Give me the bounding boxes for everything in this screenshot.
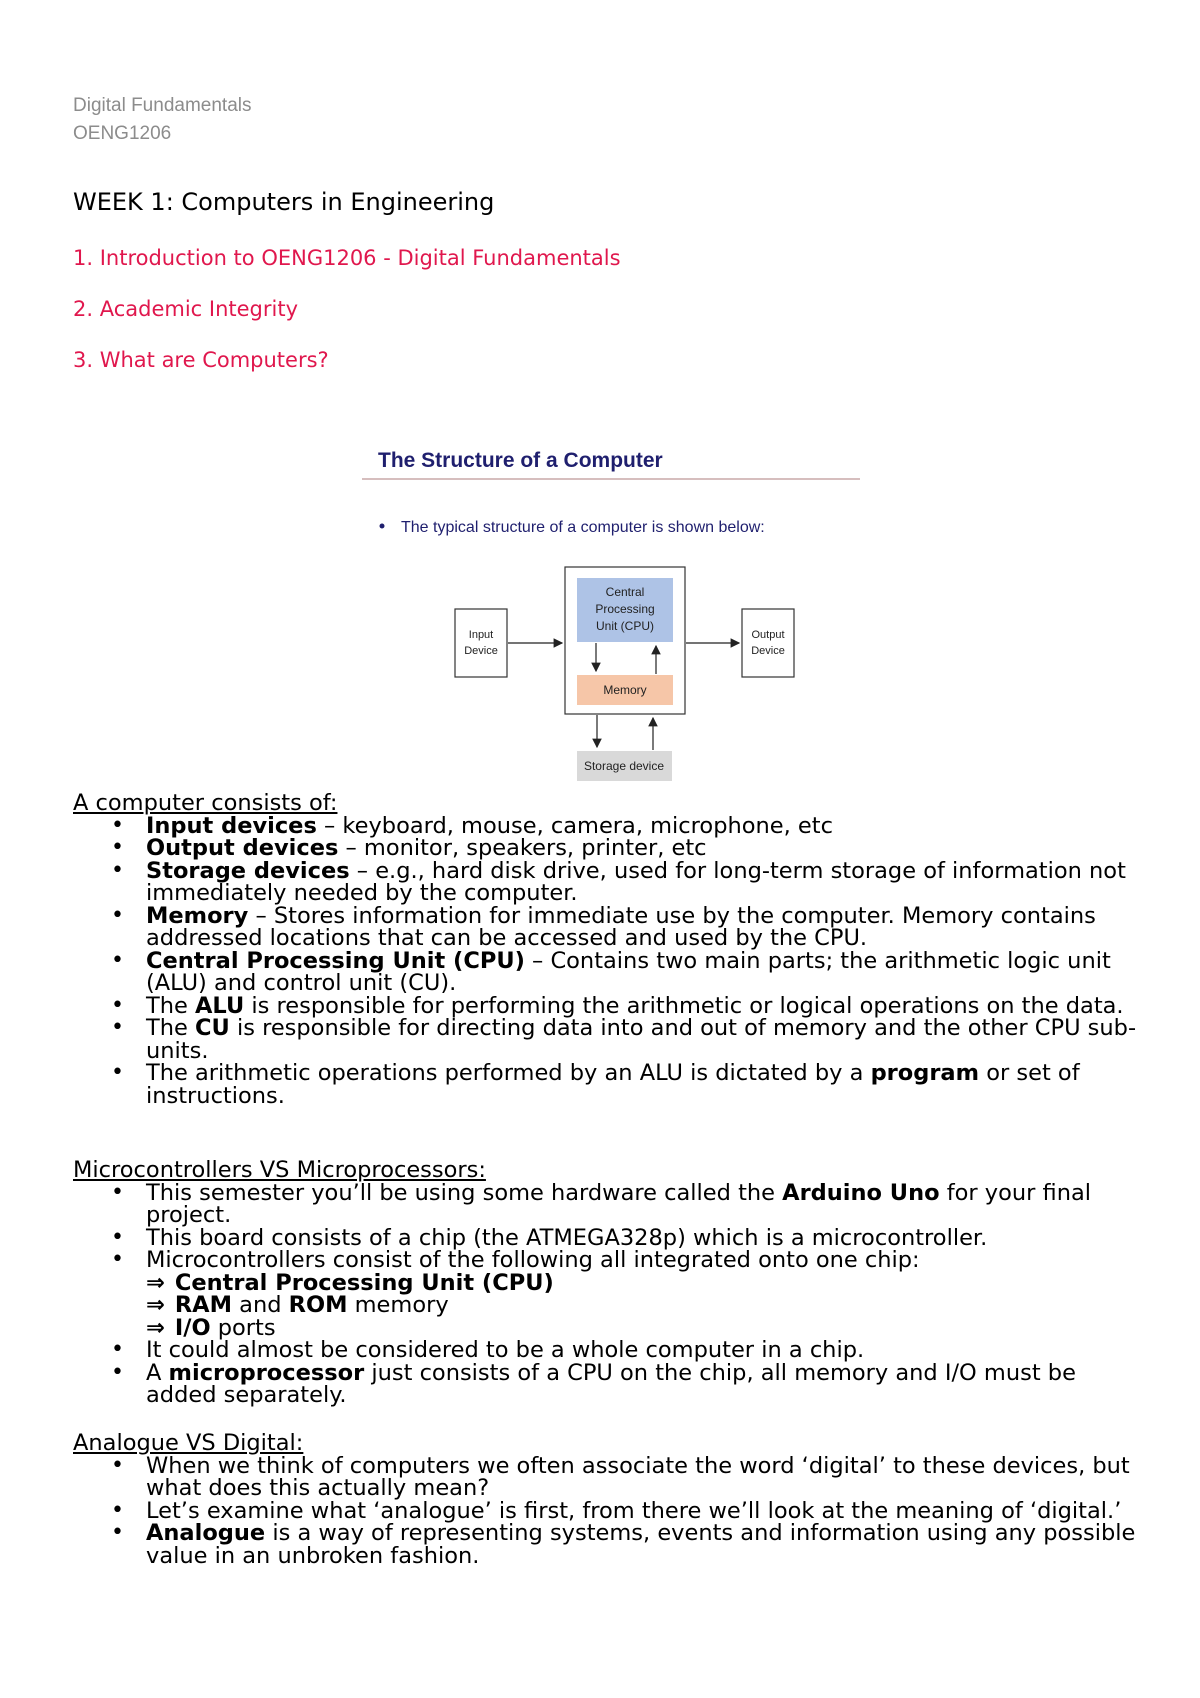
list-item [73,1062,1153,1107]
computer-list [73,812,1153,1109]
item-text: Let’s examine what ‘analogue’ is first, from there we’ll look at the meaning of ‘digital.’ [146,1497,1122,1524]
item-text: When we think of computers we often associate the word ‘digital’ to these devices, but what does this actually mean? [146,1452,1130,1501]
list-item [73,1522,1153,1567]
micro-heading: Microcontrollers VS Microprocessors: [73,1157,486,1183]
list-item [73,992,1153,1019]
item-term: CU [195,1015,230,1041]
list-item [73,1452,1153,1501]
figure-bullet-text: The typical structure of a computer is shown below: [401,519,765,536]
course-code: OENG1206 [73,123,172,144]
item-term: Central Processing Unit (CPU) [174,1269,554,1296]
micro-section [73,1159,1153,1407]
item-text: ports [210,1314,276,1341]
item-text: is responsible for directing data into and out of memory and the other CPU sub-units. [146,1015,1137,1064]
computer-structure-figure [0,0,1200,800]
item-text: The arithmetic operations performed by an ALU is dictated by a [146,1060,871,1086]
list-item [73,1497,1153,1524]
item-term: Output devices [146,835,339,861]
sub-item [73,1294,1153,1317]
item-term: microprocessor [168,1359,365,1386]
item-desc: – keyboard, mouse, camera, microphone, etc [316,812,833,839]
item-text: The [146,992,195,1019]
item-term: Storage devices [146,857,350,884]
item-term: Central Processing Unit (CPU) [146,947,525,974]
item-text: just consists of a CPU on the chip, all memory and I/O must be added separately. [146,1359,1076,1408]
item-desc: – Stores information for immediate use by the computer. Memory contains addressed locations that can be accessed and used by the CPU. [146,902,1096,951]
item-text: memory [347,1292,449,1318]
item-term: program [870,1060,980,1086]
course-name: Digital Fundamentals [73,95,252,116]
item-term: Analogue [146,1520,266,1546]
list-item [73,1359,1153,1408]
item-text: This board consists of a chip (the ATMEGA328p) which is a microcontroller. [146,1224,988,1251]
sub-item [73,1269,1153,1296]
list-item [73,1179,1153,1228]
item-term: ROM [288,1292,348,1318]
arrow-icon: ⇒ [146,1292,165,1318]
figure-title: The Structure of a Computer [378,449,663,472]
item-desc: – monitor, speakers, printer, etc [338,835,707,861]
item-text: The [146,1015,195,1041]
item-text: A [146,1359,169,1386]
list-item [73,812,1153,839]
analogue-section [73,1432,1153,1567]
output-device-label-2: Device [751,645,785,657]
list-item [73,837,1153,860]
item-term: I/O [174,1314,211,1341]
item-desc: – e.g., hard disk drive, used for long-term storage of information not immediately needed by the computer. [146,857,1126,906]
list-item [73,857,1153,906]
storage-device-label: Storage device [583,759,665,773]
computer-section [73,792,1153,1107]
item-term: Input devices [146,812,317,839]
item-text: is a way of representing systems, events and information using any possible value in an unbroken fashion. [146,1520,1136,1569]
arrow-icon: ⇒ [146,1269,165,1296]
output-device-label-1: Output [751,629,785,641]
input-device-label-1: Input [468,629,494,641]
figure-bullet-dot [380,524,385,529]
item-term: ALU [195,992,245,1019]
item-text: Microcontrollers consist of the following all integrated onto one chip: [146,1247,920,1273]
item-text: is responsible for performing the arithmetic or logical operations on the data. [244,992,1124,1019]
memory-label: Memory [603,683,647,697]
item-term: Memory [146,902,249,929]
input-device-box [455,609,507,677]
item-term: Arduino Uno [782,1179,940,1206]
item-text: This semester you’ll be using some hardware called the [146,1179,783,1206]
topic-link-1[interactable]: 1. Introduction to OENG1206 - Digital Fundamentals [73,246,621,270]
list-item [73,1017,1153,1062]
item-term: RAM [174,1292,232,1318]
list-item [73,1249,1153,1272]
cpu-label-3: Unit (CPU) [595,619,655,633]
cpu-label-2: Processing [595,602,655,616]
list-item [73,1224,1153,1251]
list-item [73,947,1153,996]
list-item [73,1339,1153,1362]
cpu-label-1: Central [605,585,645,599]
sub-item [73,1314,1153,1341]
computer-heading: A computer consists of: [73,790,338,816]
input-device-label-2: Device [464,645,498,657]
arrow-icon: ⇒ [146,1314,165,1341]
item-text: or set of instructions. [146,1060,1080,1109]
list-item [73,902,1153,951]
item-desc: – Contains two main parts; the arithmetic logic unit (ALU) and control unit (CU). [146,947,1111,996]
analogue-heading: Analogue VS Digital: [73,1430,304,1456]
topic-link-3[interactable]: 3. What are Computers? [73,348,329,372]
item-text: and [232,1292,289,1318]
week-title: WEEK 1: Computers in Engineering [73,188,495,216]
output-device-box [742,609,794,677]
item-text: It could almost be considered to be a whole computer in a chip. [146,1337,865,1363]
item-text: for your final project. [146,1179,1092,1228]
analogue-list [73,1452,1153,1569]
topic-link-2[interactable]: 2. Academic Integrity [73,297,299,321]
micro-list [73,1179,1153,1408]
